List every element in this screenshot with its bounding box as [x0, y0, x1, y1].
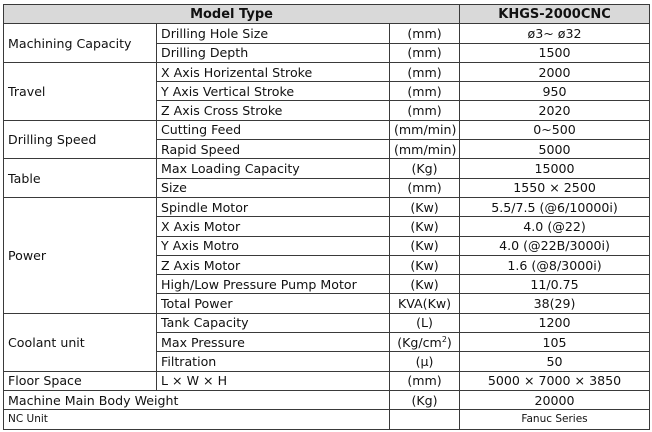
table-row [4, 371, 650, 390]
unit-superscript: 2 [441, 334, 447, 344]
item-cell: Tank Capacity [157, 313, 390, 332]
item-cell: Y Axis Vertical Stroke [157, 82, 390, 101]
value-cell: 950 [460, 82, 650, 101]
item-cell: X Axis Motor [157, 217, 390, 236]
unit-cell: (Kw) [390, 275, 460, 294]
category-cell: Drilling Speed [4, 120, 157, 159]
item-cell: Max Loading Capacity [157, 159, 390, 178]
unit-text-tail: ) [446, 334, 452, 350]
unit-cell: (mm) [390, 371, 460, 390]
unit-cell [390, 333, 460, 352]
header-model-type: Model Type [4, 5, 460, 24]
item-cell: Filtration [157, 352, 390, 371]
unit-text: (Kg/cm [397, 334, 442, 350]
unit-cell: (Kw) [390, 255, 460, 274]
unit-cell: (mm) [390, 62, 460, 81]
item-cell: Size [157, 178, 390, 197]
value-cell: 5.5/7.5 (@6/10000i) [460, 197, 650, 216]
unit-cell: (Kw) [390, 217, 460, 236]
value-cell: 5000 [460, 140, 650, 159]
value-cell: ø3~ ø32 [460, 24, 650, 43]
value-cell: 11/0.75 [460, 275, 650, 294]
item-cell: X Axis Horizental Stroke [157, 62, 390, 81]
category-cell: Machining Capacity [4, 24, 157, 63]
value-cell: Fanuc Series [460, 410, 650, 429]
unit-cell: (mm) [390, 178, 460, 197]
unit-cell: (mm) [390, 82, 460, 101]
value-cell: 1200 [460, 313, 650, 332]
table-row [4, 120, 650, 139]
item-cell: Y Axis Motro [157, 236, 390, 255]
item-cell: Drilling Hole Size [157, 24, 390, 43]
item-cell: Z Axis Motor [157, 255, 390, 274]
value-cell: 1500 [460, 43, 650, 62]
unit-cell: KVA(Kw) [390, 294, 460, 313]
unit-cell: (mm/min) [390, 120, 460, 139]
table-row [4, 197, 650, 216]
item-cell: Spindle Motor [157, 197, 390, 216]
item-cell: Drilling Depth [157, 43, 390, 62]
table-row [4, 313, 650, 332]
table-row [4, 390, 650, 409]
item-cell: High/Low Pressure Pump Motor [157, 275, 390, 294]
category-cell: Floor Space [4, 371, 157, 390]
category-cell: Power [4, 197, 157, 313]
item-cell: Rapid Speed [157, 140, 390, 159]
unit-cell: (Kw) [390, 197, 460, 216]
footer-label-cell: Machine Main Body Weight [4, 390, 390, 409]
unit-cell: (mm) [390, 24, 460, 43]
table-row [4, 159, 650, 178]
unit-cell: (Kw) [390, 236, 460, 255]
value-cell: 4.0 (@22) [460, 217, 650, 236]
item-cell: Cutting Feed [157, 120, 390, 139]
unit-cell: (mm/min) [390, 140, 460, 159]
unit-cell: (μ) [390, 352, 460, 371]
item-cell: Z Axis Cross Stroke [157, 101, 390, 120]
value-cell: 50 [460, 352, 650, 371]
unit-cell [390, 410, 460, 429]
unit-cell: (mm) [390, 101, 460, 120]
item-cell: Max Pressure [157, 333, 390, 352]
value-cell: 105 [460, 333, 650, 352]
value-cell: 0~500 [460, 120, 650, 139]
category-cell: Table [4, 159, 157, 198]
value-cell: 15000 [460, 159, 650, 178]
value-cell: 38(29) [460, 294, 650, 313]
header-row [4, 5, 650, 24]
value-cell: 2020 [460, 101, 650, 120]
value-cell: 1550 × 2500 [460, 178, 650, 197]
value-cell: 5000 × 7000 × 3850 [460, 371, 650, 390]
spec-table [3, 4, 650, 430]
unit-cell: (Kg) [390, 159, 460, 178]
table-row [4, 24, 650, 43]
value-cell: 2000 [460, 62, 650, 81]
category-cell: Travel [4, 62, 157, 120]
unit-cell: (L) [390, 313, 460, 332]
header-model-name: KHGS-2000CNC [460, 5, 650, 24]
item-cell: L × W × H [157, 371, 390, 390]
table-row [4, 62, 650, 81]
category-cell: Coolant unit [4, 313, 157, 371]
value-cell: 20000 [460, 390, 650, 409]
unit-cell: (Kg) [390, 390, 460, 409]
table-row [4, 410, 650, 429]
unit-cell: (mm) [390, 43, 460, 62]
footer-label-cell: NC Unit [4, 410, 390, 429]
item-cell: Total Power [157, 294, 390, 313]
value-cell: 4.0 (@22B/3000i) [460, 236, 650, 255]
value-cell: 1.6 (@8/3000i) [460, 255, 650, 274]
